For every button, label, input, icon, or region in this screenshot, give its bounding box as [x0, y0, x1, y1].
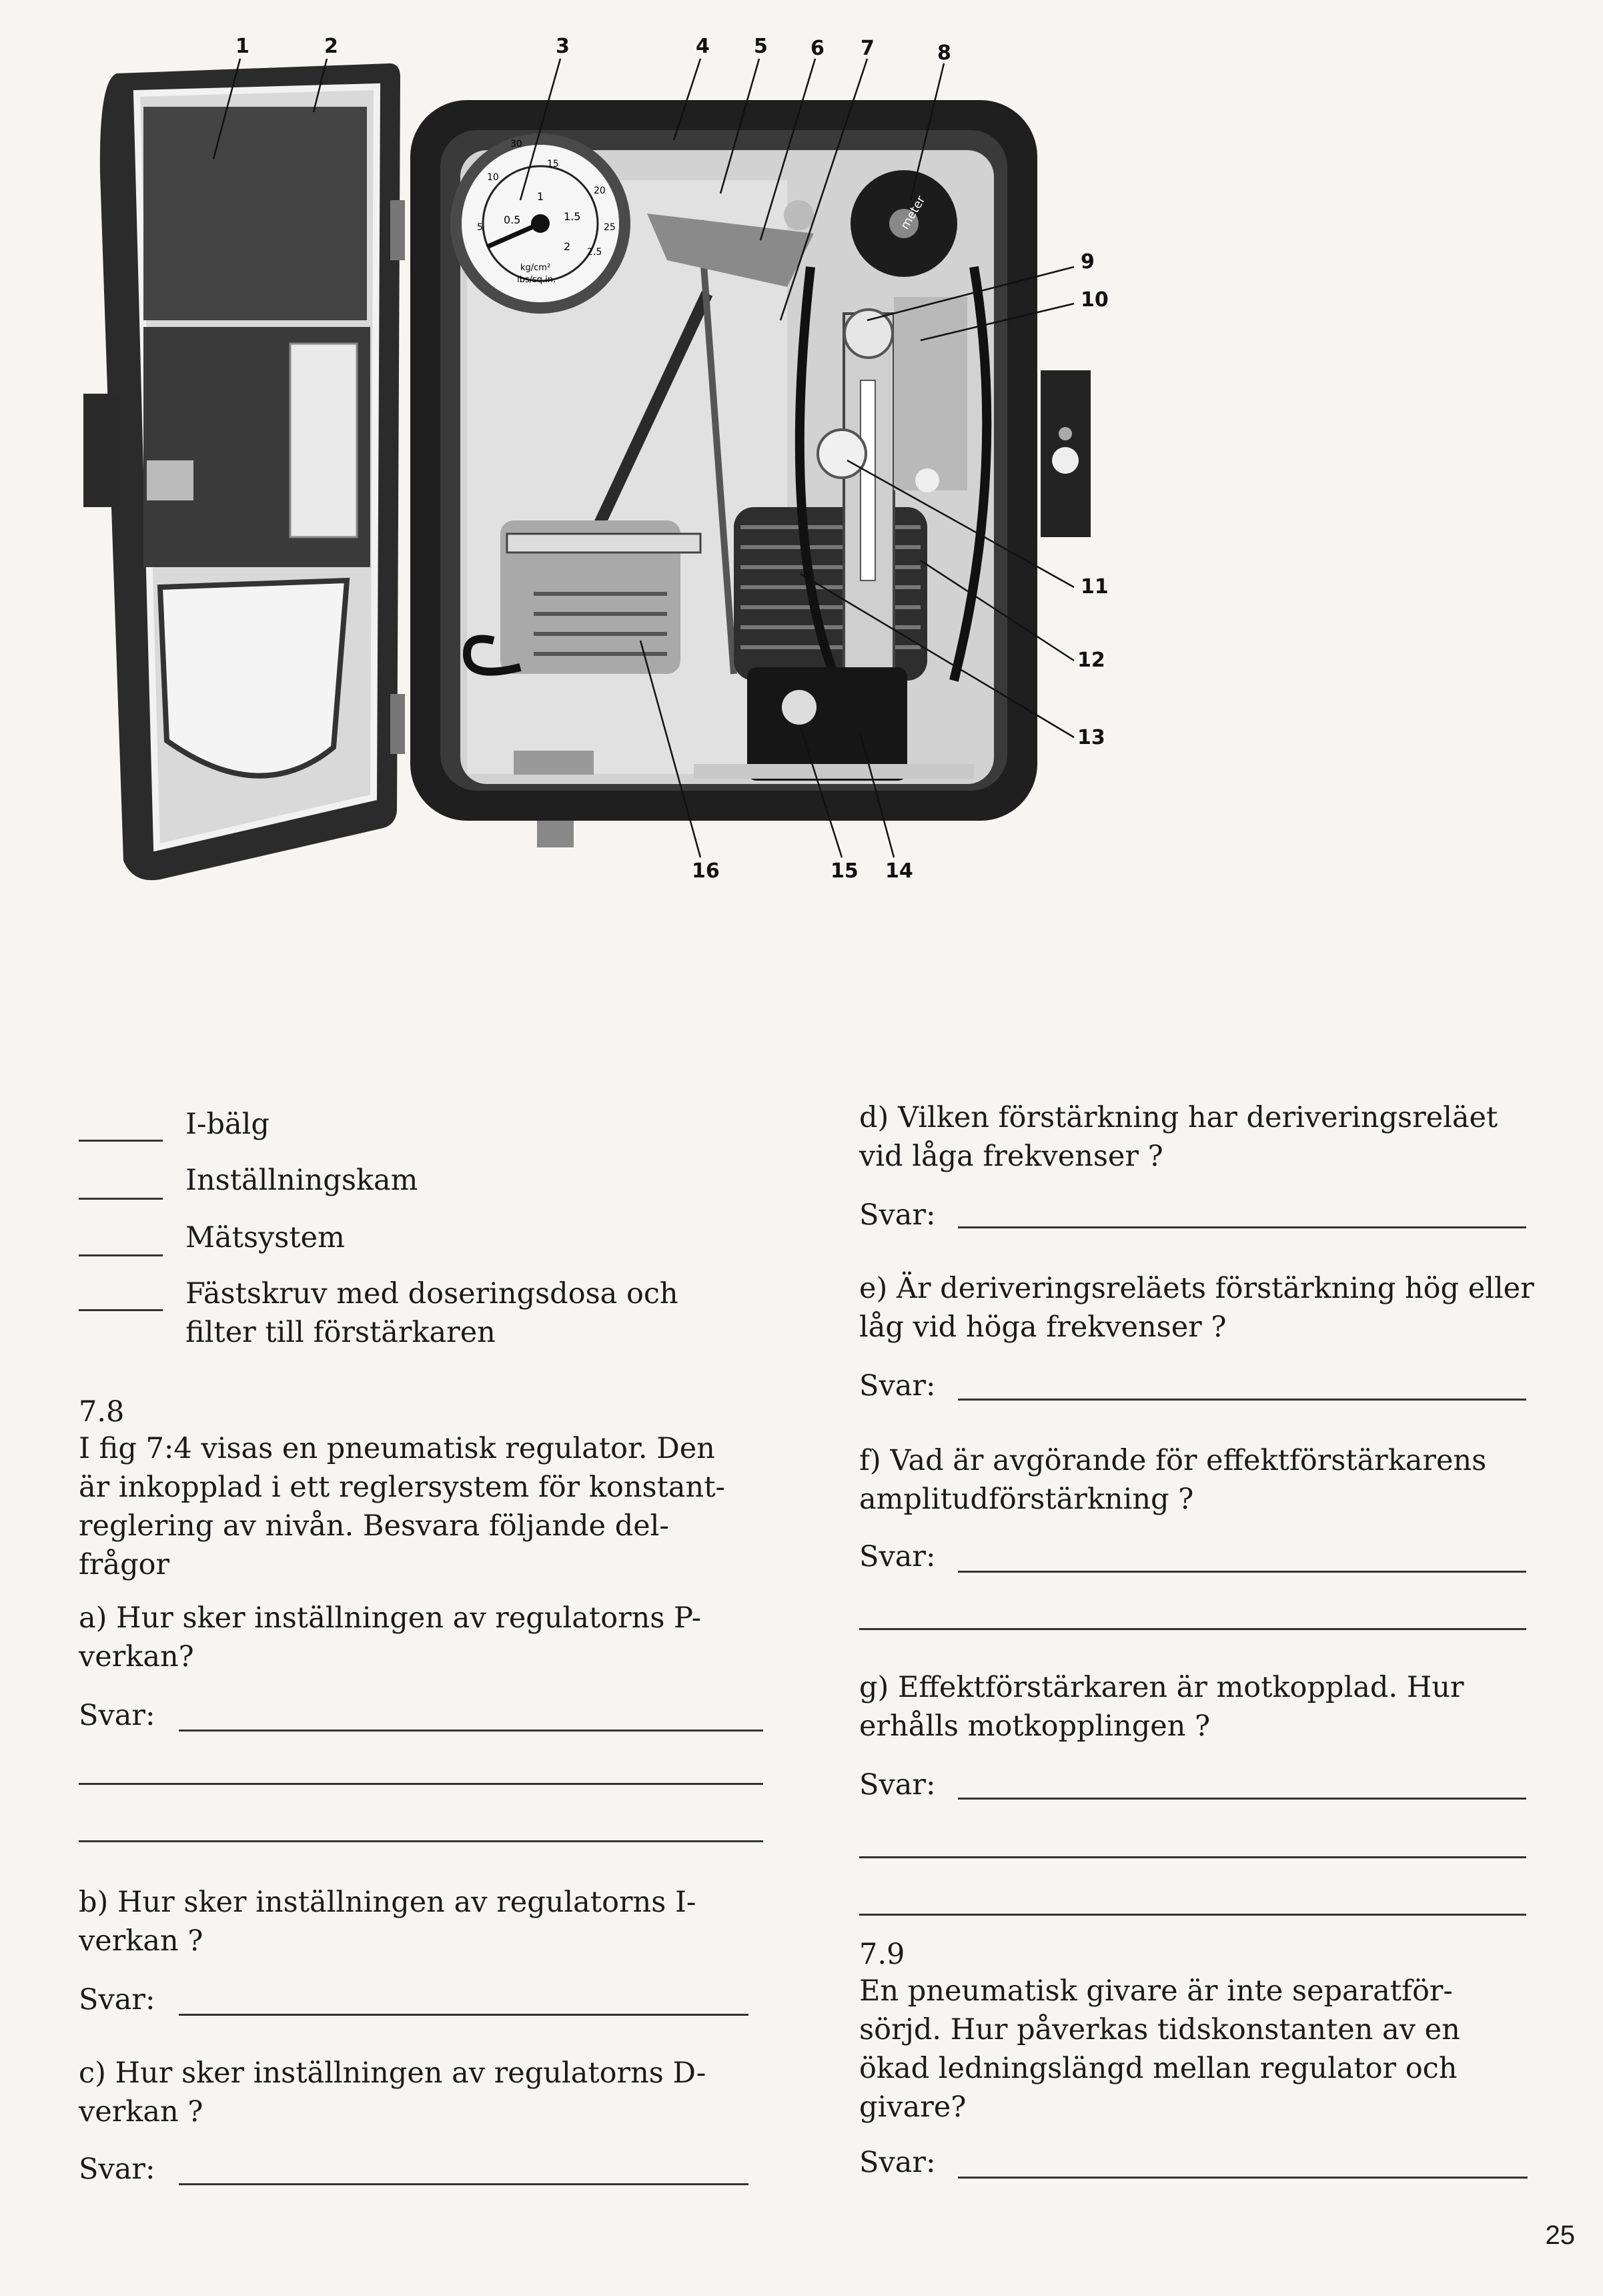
callout-13: 13	[1077, 726, 1105, 749]
subquestion-c: c) Hur sker inställningen av regulatorns D-verkan ?	[79, 2056, 706, 2129]
subquestion-e: e) Är deriveringsreläets förstärkning hög eller låg vid höga frekvenser ?	[859, 1272, 1534, 1344]
callout-4: 4	[696, 35, 710, 58]
callout-2: 2	[324, 35, 338, 58]
answer-label-79: Svar:	[859, 2146, 936, 2179]
match-blank-1[interactable]	[79, 1140, 163, 1142]
callout-9: 9	[1081, 250, 1095, 274]
gauge-tick: 2.5	[587, 247, 602, 258]
gauge-tick: 2	[564, 240, 571, 253]
gauge-tick: 10	[487, 172, 499, 183]
answer-label-g: Svar:	[859, 1768, 936, 1802]
subquestion-g: g) Effektförstärkaren är motkopplad. Hur erhålls motkopplingen ?	[859, 1671, 1464, 1743]
answer-line-79[interactable]	[958, 2177, 1528, 2179]
regulator-figure	[0, 0, 1603, 934]
match-blank-4[interactable]	[79, 1309, 163, 1311]
answer-label-b: Svar:	[79, 1983, 155, 2016]
answer-line-e[interactable]	[958, 1399, 1526, 1401]
answer-line-a2[interactable]	[79, 1783, 763, 1785]
callout-7: 7	[861, 37, 875, 60]
answer-line-b[interactable]	[179, 2014, 748, 2016]
answer-line-g2[interactable]	[859, 1856, 1526, 1858]
gauge-unit: lbs/sq.in.	[517, 275, 556, 285]
gauge-tick: 15	[547, 159, 559, 169]
match-label-4: Fästskruv med doseringsdosa och filter till förstärkaren	[185, 1277, 678, 1349]
match-blank-3[interactable]	[79, 1254, 163, 1256]
callout-5: 5	[754, 35, 768, 58]
answer-label-a: Svar:	[79, 1699, 155, 1732]
answer-line-a1[interactable]	[179, 1730, 763, 1732]
answer-line-g1[interactable]	[958, 1798, 1526, 1800]
answer-label-c: Svar:	[79, 2153, 155, 2186]
question-number-79: 7.9	[859, 1938, 905, 1971]
answer-line-g3[interactable]	[859, 1914, 1526, 1916]
callout-15: 15	[831, 859, 859, 883]
answer-label-f: Svar:	[859, 1540, 936, 1573]
gauge-tick: 1	[537, 190, 544, 203]
answer-line-c[interactable]	[179, 2183, 748, 2185]
gauge-tick: 1.5	[564, 210, 581, 223]
subquestion-b: b) Hur sker inställningen av regulatorns I-verkan ?	[79, 1886, 696, 1958]
gauge-tick: 25	[604, 222, 616, 233]
gauge-unit: kg/cm²	[520, 263, 551, 273]
match-label-3: Mätsystem	[185, 1221, 345, 1254]
page-number: 25	[1545, 2221, 1575, 2250]
callout-8: 8	[937, 41, 951, 65]
answer-label-e: Svar:	[859, 1369, 936, 1403]
answer-line-f2[interactable]	[859, 1628, 1526, 1630]
gauge-tick: 30	[510, 139, 522, 149]
question-79-text: En pneumatisk givare är inte separatför-sörjd. Hur påverkas tidskonstanten av en ökad ledningslängd mellan regulator och givare?	[859, 1974, 1460, 2124]
question-number: 7.8	[79, 1395, 125, 1429]
subquestion-a: a) Hur sker inställningen av regulatorns P-verkan?	[79, 1601, 702, 1673]
gauge-tick: 20	[594, 185, 606, 196]
answer-line-a3[interactable]	[79, 1840, 763, 1842]
gauge-tick: 0.5	[504, 214, 521, 226]
answer-line-f1[interactable]	[958, 1571, 1526, 1573]
callout-1: 1	[235, 35, 249, 58]
match-label-1: I-bälg	[185, 1108, 270, 1141]
answer-label-d: Svar:	[859, 1198, 936, 1232]
answer-line-d[interactable]	[958, 1226, 1526, 1228]
callout-16: 16	[692, 859, 720, 883]
match-blank-2[interactable]	[79, 1198, 163, 1200]
callout-11: 11	[1081, 575, 1109, 599]
question-intro: I fig 7:4 visas en pneumatisk regulator. Den är inkopplad i ett reglersystem för konstant-reglering av nivån. Besvara följande del-frågor	[79, 1432, 726, 1581]
dial-label: meter	[898, 194, 929, 232]
subquestion-d: d) Vilken förstärkning har deriveringsreläet vid låga frekvenser ?	[859, 1101, 1498, 1173]
callout-6: 6	[811, 37, 825, 60]
gauge-tick: 5	[477, 222, 483, 233]
match-label-2: Inställningskam	[185, 1164, 418, 1197]
subquestion-f: f) Vad är avgörande för effektförstärkarens amplitudförstärkning ?	[859, 1444, 1487, 1516]
callout-14: 14	[885, 859, 913, 883]
callout-12: 12	[1077, 649, 1105, 672]
callout-3: 3	[556, 35, 570, 58]
callout-10: 10	[1081, 288, 1109, 312]
